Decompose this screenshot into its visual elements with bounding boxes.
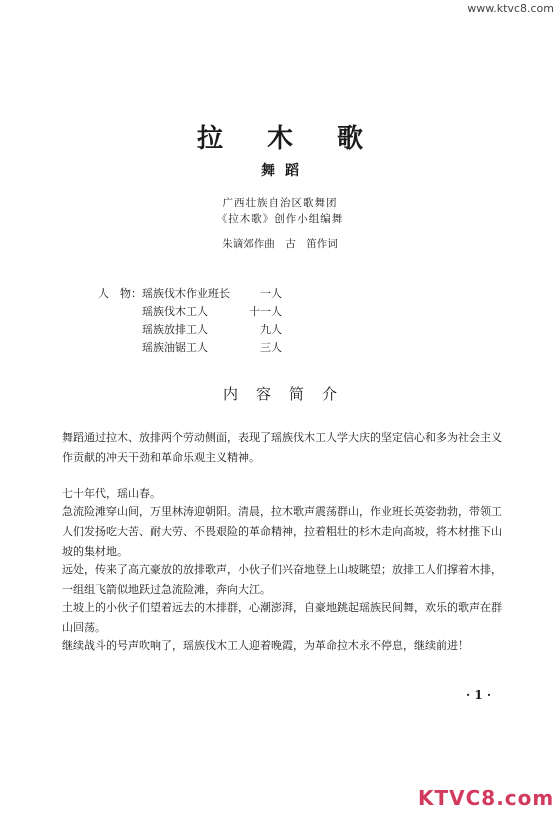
cast-role: 瑶族放排工人 xyxy=(142,323,208,336)
story-paragraph: 七十年代，瑶山春。 xyxy=(62,487,161,500)
organization-line-2: 《拉木歌》创作小组编舞 xyxy=(216,213,344,225)
watermark-bottom: KTVC8.com xyxy=(418,786,555,810)
cast-label: 人 物： xyxy=(98,287,142,300)
cast-count: 三人 xyxy=(260,341,282,354)
cast-count: 一人 xyxy=(260,287,282,300)
cast-role: 瑶族伐木作业班长 xyxy=(142,287,230,300)
story-paragraph: 远处，传来了高亢豪放的放排歌声，小伙子们兴奋地登上山坡眺望；放排工人们撑着木排，一组组飞箭似地跃过急流险滩，奔向大江。 xyxy=(62,563,502,596)
story-paragraph: 急流险滩穿山间，万里林涛迎朝阳。清晨，拉木歌声震荡群山，作业班长英姿勃勃，带领工人们发扬吃大苦、耐大劳、不畏艰险的革命精神，拉着粗壮的杉木走向高坡，将木材推下山坡的集材地。 xyxy=(62,505,502,558)
story-paragraph: 土坡上的小伙子们望着远去的木排群，心潮澎湃，自豪地跳起瑶族民间舞，欢乐的歌声在群山回荡。 xyxy=(62,601,502,634)
story-paragraph: 继续战斗的号声吹响了，瑶族伐木工人迎着晚霞，为革命拉木永不停息，继续前进！ xyxy=(62,639,469,652)
page-number: · 1 · xyxy=(466,688,492,702)
page-subtitle: 舞蹈 xyxy=(261,163,309,179)
page-title: 拉木歌 xyxy=(196,124,407,154)
cast-item xyxy=(142,321,282,337)
cast-role: 瑶族油锯工人 xyxy=(142,341,208,354)
cast-role: 瑶族伐木工人 xyxy=(142,305,208,318)
cast-count: 十一人 xyxy=(249,305,282,318)
cast-count: 九人 xyxy=(260,323,282,336)
credits-line: 朱谪郊作曲 古 笛作词 xyxy=(222,238,338,250)
watermark-top: www.ktvc8.com xyxy=(467,2,554,15)
cast-item xyxy=(142,339,282,355)
cast-item xyxy=(142,303,282,319)
cast-item xyxy=(142,285,282,301)
section-title: 内容简介 xyxy=(222,385,355,403)
organization-line-1: 广西壮族自治区歌舞团 xyxy=(222,197,338,209)
intro-paragraph: 舞蹈通过拉木、放排两个劳动侧面，表现了瑶族伐木工人学大庆的坚定信心和多为社会主义作贡献的冲天干劲和革命乐观主义精神。 xyxy=(62,431,502,464)
